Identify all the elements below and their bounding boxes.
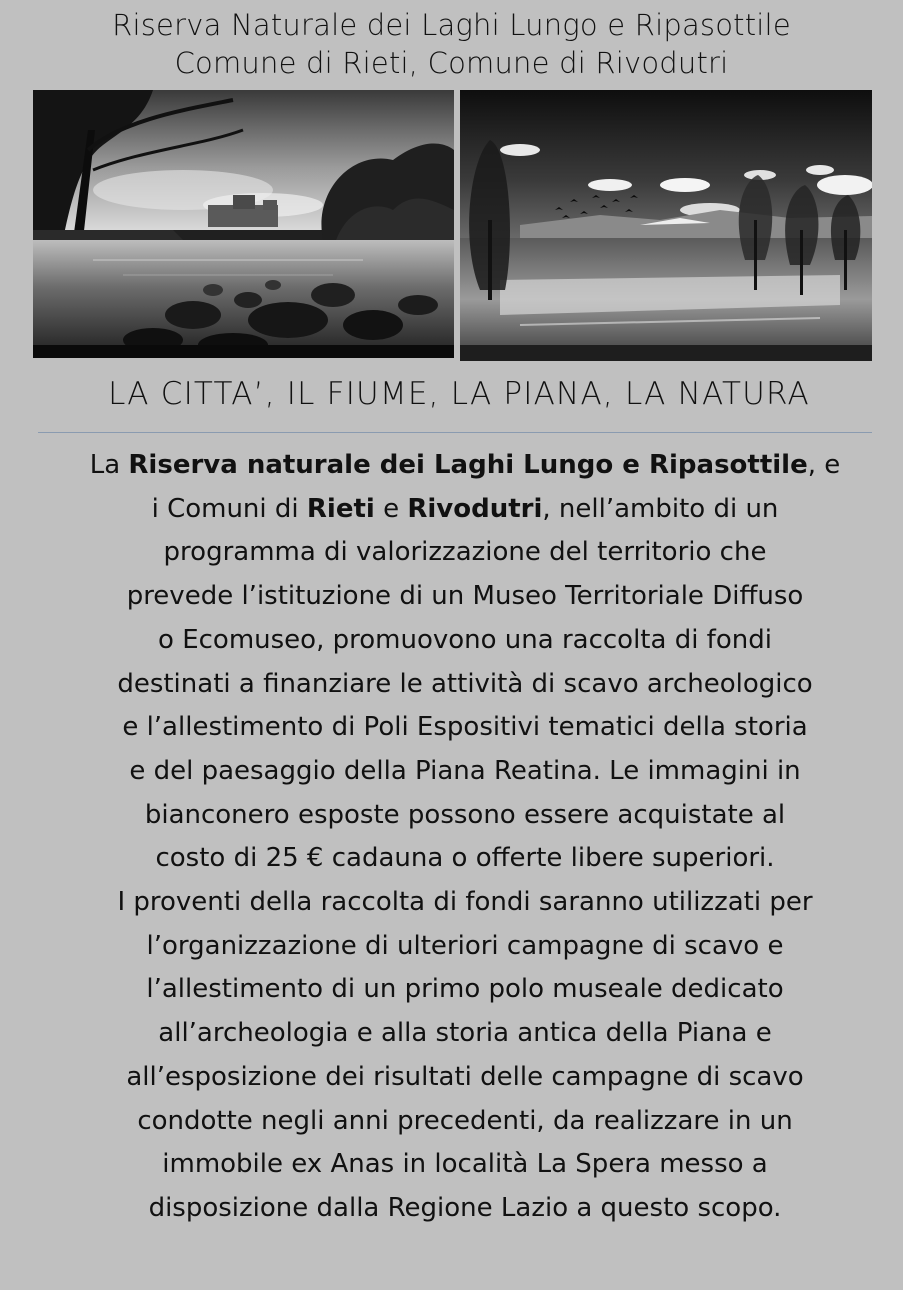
photo-river-image <box>33 90 454 358</box>
body-line: all’archeologia e alla storia antica della Piana e <box>158 1018 772 1049</box>
body-line: e del paesaggio della Piana Reatina. Le immagini in <box>129 755 801 786</box>
bold-text: Rivodutri <box>407 493 543 524</box>
header-subtitle: Comune di Rieti, Comune di Rivodutri <box>174 46 729 80</box>
text-fragment: , e <box>807 450 841 480</box>
body-line <box>60 444 870 488</box>
body-paragraph <box>60 444 870 1231</box>
divider-line <box>38 432 872 433</box>
poster-header <box>0 6 903 82</box>
text-fragment: La <box>89 450 129 480</box>
body-line: I proventi della raccolta di fondi saranno utilizzati per <box>117 887 813 918</box>
body-line: prevede l’istituzione di un Museo Territoriale Diffuso <box>126 581 804 612</box>
body-line: programma di valorizzazione del territorio che <box>163 537 767 568</box>
body-line: l’allestimento di un primo polo museale dedicato <box>146 974 784 1005</box>
photo-plain-image <box>460 90 872 361</box>
body-line <box>60 488 870 532</box>
body-line: all’esposizione dei risultati delle campagne di scavo <box>126 1061 804 1092</box>
bold-text: Riserva naturale dei Laghi Lungo e Ripasottile <box>128 450 808 480</box>
body-line: l’organizzazione di ulteriori campagne di scavo e <box>146 930 784 961</box>
body-line: costo di 25 € cadauna o offerte libere superiori. <box>155 843 775 874</box>
text-fragment: e <box>374 493 408 524</box>
header-title: Riserva Naturale dei Laghi Lungo e Ripasottile <box>112 8 791 42</box>
body-line: disposizione dalla Regione Lazio a questo scopo. <box>148 1192 782 1223</box>
photo-plain <box>460 90 872 361</box>
body-line: o Ecomuseo, promuovono una raccolta di fondi <box>158 624 772 655</box>
body-line: bianconero esposte possono essere acquistate al <box>144 799 786 830</box>
text-fragment: i Comuni di <box>151 493 307 524</box>
body-line: condotte negli anni precedenti, da realizzare in un <box>137 1105 793 1136</box>
body-line: immobile ex Anas in località La Spera messo a <box>162 1149 768 1180</box>
body-line: destinati a finanziare le attività di scavo archeologico <box>117 668 813 699</box>
section-heading: LA CITTA’, IL FIUME, LA PIANA, LA NATURA <box>108 376 810 412</box>
body-line: e l’allestimento di Poli Espositivi tematici della storia <box>122 712 808 743</box>
text-fragment: , nell’ambito di un <box>542 493 779 524</box>
bold-text: Rieti <box>306 493 375 524</box>
photo-river <box>33 90 454 358</box>
